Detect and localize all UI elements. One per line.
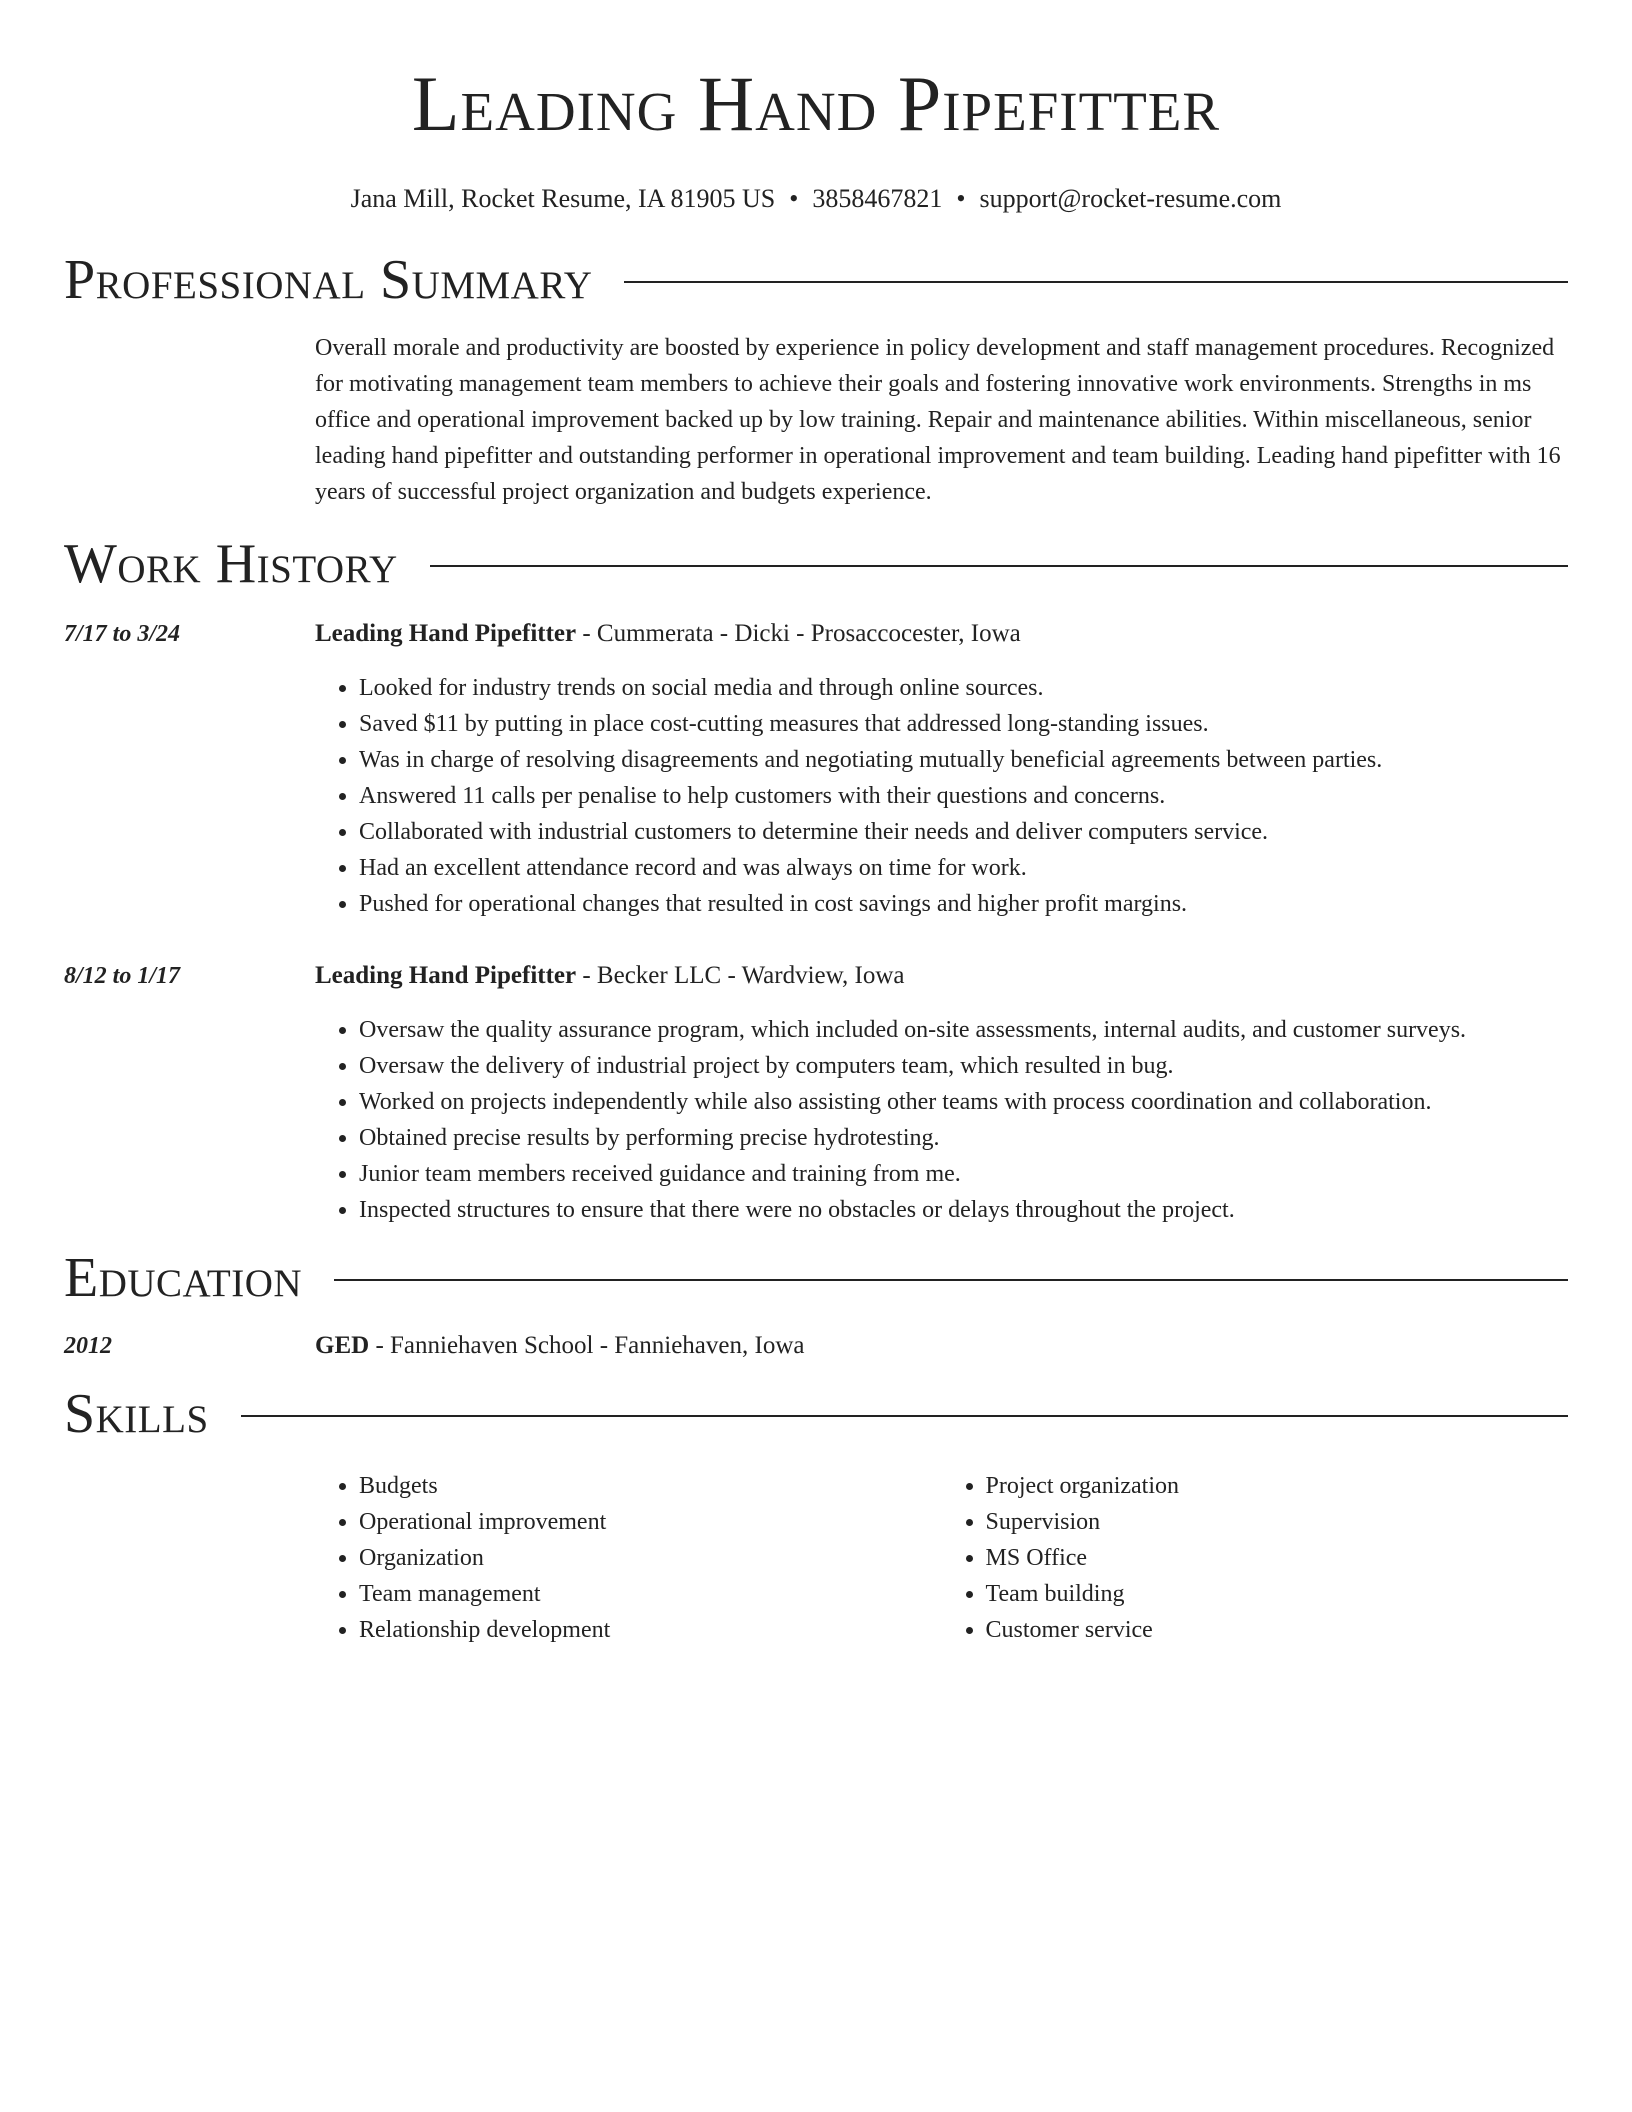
resume-page <box>64 0 1568 1648</box>
contact-address: Jana Mill, Rocket Resume, IA 81905 US <box>350 184 776 213</box>
list-item: • Junior team members received guidance and training from me. <box>359 1156 1568 1192</box>
education-content <box>315 1328 1568 1364</box>
skills-list <box>315 1468 1568 1648</box>
job-dates: 7/17 to 3/24 <box>64 621 181 647</box>
work-section-header <box>64 534 1568 594</box>
job-details: - Cummerata - Dicki - Prosaccocester, Iowa <box>576 620 1021 647</box>
job-content <box>315 616 1568 922</box>
summary-heading: Professional Summary <box>64 249 593 311</box>
job-entry <box>64 616 1568 922</box>
resume-title: Leading Hand Pipefitter <box>411 60 1221 147</box>
job-role: Leading Hand Pipefitter <box>315 962 577 989</box>
summary-text: Overall morale and productivity are boosted by experience in policy development and staff management procedures. Recognized for motivating management team members to achieve their goals and fostering innovative work environments. Strengths in ms office and operational improvement backed up by low training. Repair and maintenance abilities. Within miscellaneous, senior leading hand pipefitter and outstanding performer in operational improvement and team building. Leading hand pipefitter with 16 years of successful project organization and budgets experience. <box>315 335 1561 505</box>
skills-column-right <box>942 1468 1569 1648</box>
skills-section-header <box>64 1384 1568 1444</box>
education-degree: GED <box>315 1332 370 1359</box>
list-item: • Answered 11 calls per penalise to help customers with their questions and concerns. <box>359 778 1568 814</box>
job-bullets <box>315 1012 1568 1228</box>
list-item: • Worked on projects independently while also assisting other teams with process coordination and collaboration. <box>359 1084 1568 1120</box>
education-details: - Fanniehaven School - Fanniehaven, Iowa <box>369 1332 805 1359</box>
skill-item: • Organization <box>359 1540 942 1576</box>
skill-item: • Team building <box>986 1576 1569 1612</box>
skill-item: • Operational improvement <box>359 1504 942 1540</box>
job-role: Leading Hand Pipefitter <box>315 620 577 647</box>
section-divider <box>430 565 1568 567</box>
education-entry <box>64 1328 1568 1364</box>
skill-item: • Customer service <box>986 1612 1569 1648</box>
job-bullets <box>315 670 1568 922</box>
summary-body <box>315 330 1568 510</box>
skills-column-left <box>315 1468 942 1648</box>
skill-item: • Relationship development <box>359 1612 942 1648</box>
job-content <box>315 958 1568 1228</box>
list-item: • Looked for industry trends on social media and through online sources. <box>359 670 1568 706</box>
list-item: • Collaborated with industrial customers to determine their needs and deliver computers service. <box>359 814 1568 850</box>
list-item: • Obtained precise results by performing precise hydrotesting. <box>359 1120 1568 1156</box>
list-item: • Was in charge of resolving disagreements and negotiating mutually beneficial agreements between parties. <box>359 742 1568 778</box>
contact-separator: • <box>789 184 799 213</box>
job-title-line <box>315 616 1568 652</box>
education-year: 2012 <box>64 1333 112 1359</box>
list-item: • Pushed for operational changes that resulted in cost savings and higher profit margins. <box>359 886 1568 922</box>
summary-section-header <box>64 250 1568 310</box>
work-heading: Work History <box>64 533 398 595</box>
contact-line <box>64 182 1568 216</box>
job-entry <box>64 958 1568 1228</box>
section-divider <box>241 1415 1568 1417</box>
list-item: • Had an excellent attendance record and was always on time for work. <box>359 850 1568 886</box>
skill-item: • Team management <box>359 1576 942 1612</box>
contact-separator: • <box>956 184 966 213</box>
education-section-header <box>64 1248 1568 1308</box>
list-item: • Saved $11 by putting in place cost-cutting measures that addressed long-standing issues. <box>359 706 1568 742</box>
skills-heading: Skills <box>64 1383 209 1445</box>
contact-email: support@rocket-resume.com <box>979 184 1282 213</box>
list-item: • Oversaw the delivery of industrial project by computers team, which resulted in bug. <box>359 1048 1568 1084</box>
skill-item: • Budgets <box>359 1468 942 1504</box>
job-title-line <box>315 958 1568 994</box>
section-divider <box>624 281 1568 283</box>
skill-item: • MS Office <box>986 1540 1569 1576</box>
job-details: - Becker LLC - Wardview, Iowa <box>576 962 905 989</box>
job-dates: 8/12 to 1/17 <box>64 963 181 989</box>
skill-item: • Supervision <box>986 1504 1569 1540</box>
section-divider <box>334 1279 1568 1281</box>
education-heading: Education <box>64 1247 303 1309</box>
skill-item: • Project organization <box>986 1468 1569 1504</box>
list-item: • Oversaw the quality assurance program, which included on-site assessments, internal audits, and customer surveys. <box>359 1012 1568 1048</box>
contact-phone: 3858467821 <box>812 184 943 213</box>
education-title-line <box>315 1328 1568 1364</box>
list-item: • Inspected structures to ensure that there were no obstacles or delays throughout the project. <box>359 1192 1568 1228</box>
